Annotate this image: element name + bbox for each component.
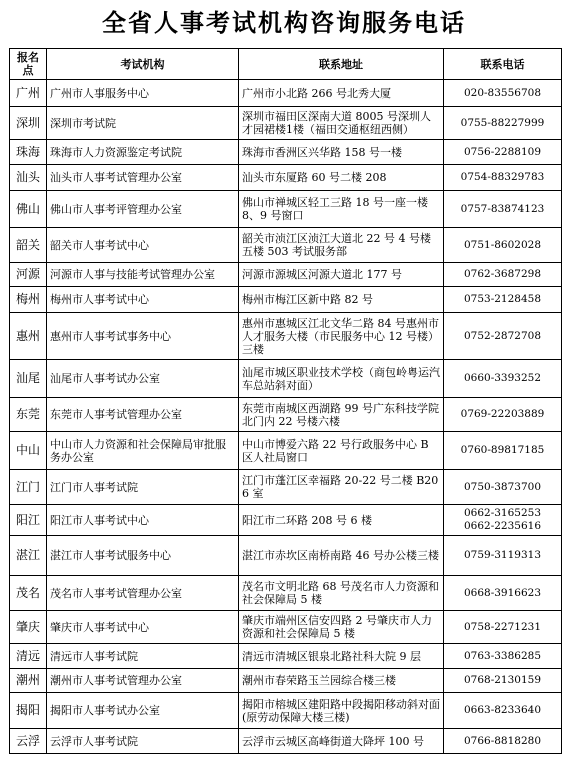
cell-phone: 0660-3393252 xyxy=(444,360,562,398)
table-row xyxy=(10,313,562,360)
cell-org: 东莞市人事考试管理办公室 xyxy=(47,398,239,432)
cell-org: 云浮市人事考试院 xyxy=(47,729,239,754)
header-site: 报名点 xyxy=(10,49,47,80)
cell-site: 中山 xyxy=(10,432,47,470)
cell-site: 梅州 xyxy=(10,287,47,313)
table-row xyxy=(10,669,562,693)
cell-org: 潮州市人事考试管理办公室 xyxy=(47,669,239,693)
cell-site: 潮州 xyxy=(10,669,47,693)
cell-address: 韶关市浈江区浈江大道北 22 号 4 号楼五楼 503 考试服务部 xyxy=(239,228,444,263)
header-address: 联系地址 xyxy=(239,49,444,80)
cell-phone: 0760-89817185 xyxy=(444,432,562,470)
cell-phone: 0766-8818280 xyxy=(444,729,562,754)
cell-address: 珠海市香洲区兴华路 158 号一楼 xyxy=(239,140,444,165)
table-row xyxy=(10,80,562,107)
cell-site: 珠海 xyxy=(10,140,47,165)
table-body xyxy=(10,80,562,754)
cell-site: 广州 xyxy=(10,80,47,107)
table-row xyxy=(10,398,562,432)
cell-address: 汕尾市城区职业技术学校（商包岭粤运汽车总站斜对面） xyxy=(239,360,444,398)
cell-address: 汕头市东厦路 60 号二楼 208 xyxy=(239,165,444,191)
table-row xyxy=(10,693,562,729)
table-row xyxy=(10,536,562,576)
cell-org: 河源市人事与技能考试管理办公室 xyxy=(47,263,239,287)
cell-org: 中山市人力资源和社会保障局审批服务办公室 xyxy=(47,432,239,470)
cell-site: 佛山 xyxy=(10,191,47,228)
cell-org: 深圳市考试院 xyxy=(47,107,239,140)
table-row xyxy=(10,470,562,505)
header-phone: 联系电话 xyxy=(444,49,562,80)
cell-site: 阳江 xyxy=(10,505,47,536)
header-org: 考试机构 xyxy=(47,49,239,80)
cell-phone: 0753-2128458 xyxy=(444,287,562,313)
cell-site: 汕尾 xyxy=(10,360,47,398)
cell-site: 惠州 xyxy=(10,313,47,360)
cell-org: 阳江市人事考试中心 xyxy=(47,505,239,536)
table-row xyxy=(10,287,562,313)
cell-phone: 0759-3119313 xyxy=(444,536,562,576)
cell-org: 揭阳市人事考试办公室 xyxy=(47,693,239,729)
cell-address: 肇庆市端州区信安四路 2 号肇庆市人力资源和社会保障局 5 楼 xyxy=(239,611,444,644)
cell-phone: 0750-3873700 xyxy=(444,470,562,505)
cell-address: 佛山市禅城区轻工三路 18 号一座一楼 8、9 号窗口 xyxy=(239,191,444,228)
cell-phone: 020-83556708 xyxy=(444,80,562,107)
cell-phone: 0768-2130159 xyxy=(444,669,562,693)
cell-address: 东莞市南城区西湖路 99 号广东科技学院北门内 22 号楼六楼 xyxy=(239,398,444,432)
cell-site: 云浮 xyxy=(10,729,47,754)
cell-org: 惠州市人事考试事务中心 xyxy=(47,313,239,360)
cell-site: 茂名 xyxy=(10,576,47,611)
table-row xyxy=(10,576,562,611)
cell-address: 河源市源城区河源大道北 177 号 xyxy=(239,263,444,287)
cell-phone: 0751-8602028 xyxy=(444,228,562,263)
cell-org: 清远市人事考试院 xyxy=(47,644,239,669)
cell-site: 湛江 xyxy=(10,536,47,576)
cell-phone: 0762-3687298 xyxy=(444,263,562,287)
cell-address: 广州市小北路 266 号北秀大厦 xyxy=(239,80,444,107)
table-row xyxy=(10,140,562,165)
cell-org: 汕尾市人事考试办公室 xyxy=(47,360,239,398)
cell-address: 潮州市春荣路玉兰园综合楼三楼 xyxy=(239,669,444,693)
table-header-row xyxy=(10,49,562,80)
cell-phone: 0757-83874123 xyxy=(444,191,562,228)
table-row xyxy=(10,729,562,754)
cell-org: 茂名市人事考试管理办公室 xyxy=(47,576,239,611)
cell-address: 揭阳市榕城区建阳路中段揭阳移动斜对面(原劳动保障大楼三楼) xyxy=(239,693,444,729)
cell-address: 梅州市梅江区新中路 82 号 xyxy=(239,287,444,313)
cell-address: 云浮市云城区高峰街道大降坪 100 号 xyxy=(239,729,444,754)
table-row xyxy=(10,644,562,669)
table-row xyxy=(10,432,562,470)
cell-org: 韶关市人事考试中心 xyxy=(47,228,239,263)
cell-phone: 0754-88329783 xyxy=(444,165,562,191)
table-row xyxy=(10,263,562,287)
cell-org: 广州市人事服务中心 xyxy=(47,80,239,107)
cell-site: 东莞 xyxy=(10,398,47,432)
cell-address: 江门市蓬江区幸福路 20-22 号二楼 B206 室 xyxy=(239,470,444,505)
cell-site: 清远 xyxy=(10,644,47,669)
cell-phone: 0663-8233640 xyxy=(444,693,562,729)
cell-phone: 0763-3386285 xyxy=(444,644,562,669)
cell-org: 珠海市人力资源鉴定考试院 xyxy=(47,140,239,165)
cell-site: 汕头 xyxy=(10,165,47,191)
table-row xyxy=(10,165,562,191)
table-row xyxy=(10,107,562,140)
cell-address: 茂名市文明北路 68 号茂名市人力资源和社会保障局 5 楼 xyxy=(239,576,444,611)
cell-site: 韶关 xyxy=(10,228,47,263)
cell-site: 河源 xyxy=(10,263,47,287)
cell-phone: 0668-3916623 xyxy=(444,576,562,611)
table-row xyxy=(10,191,562,228)
cell-site: 深圳 xyxy=(10,107,47,140)
cell-address: 湛江市赤坎区南桥南路 46 号办公楼三楼 xyxy=(239,536,444,576)
cell-address: 阳江市二环路 208 号 6 楼 xyxy=(239,505,444,536)
cell-address: 深圳市福田区深南大道 8005 号深圳人才园裙楼1楼（福田交通枢纽西侧） xyxy=(239,107,444,140)
cell-org: 湛江市人事考试服务中心 xyxy=(47,536,239,576)
cell-phone: 0756-2288109 xyxy=(444,140,562,165)
table-row xyxy=(10,505,562,536)
cell-address: 清远市清城区银泉北路社科大院 9 层 xyxy=(239,644,444,669)
contact-table xyxy=(9,48,562,754)
cell-org: 汕头市人事考试管理办公室 xyxy=(47,165,239,191)
cell-org: 佛山市人事考评管理办公室 xyxy=(47,191,239,228)
cell-org: 梅州市人事考试中心 xyxy=(47,287,239,313)
cell-phone: 0662-3165253 0662-2235616 xyxy=(444,505,562,536)
cell-site: 江门 xyxy=(10,470,47,505)
table-row xyxy=(10,228,562,263)
cell-phone: 0769-22203889 xyxy=(444,398,562,432)
cell-phone: 0758-2271231 xyxy=(444,611,562,644)
cell-org: 肇庆市人事考试中心 xyxy=(47,611,239,644)
cell-phone: 0752-2872708 xyxy=(444,313,562,360)
table-row xyxy=(10,611,562,644)
cell-address: 惠州市惠城区江北文华二路 84 号惠州市人才服务大楼（市民服务中心 12 号楼）三楼 xyxy=(239,313,444,360)
cell-site: 揭阳 xyxy=(10,693,47,729)
cell-site: 肇庆 xyxy=(10,611,47,644)
table-row xyxy=(10,360,562,398)
page-title: 全省人事考试机构咨询服务电话 xyxy=(102,9,466,37)
cell-org: 江门市人事考试院 xyxy=(47,470,239,505)
cell-phone: 0755-88227999 xyxy=(444,107,562,140)
cell-address: 中山市博爱六路 22 号行政服务中心 B 区人社局窗口 xyxy=(239,432,444,470)
